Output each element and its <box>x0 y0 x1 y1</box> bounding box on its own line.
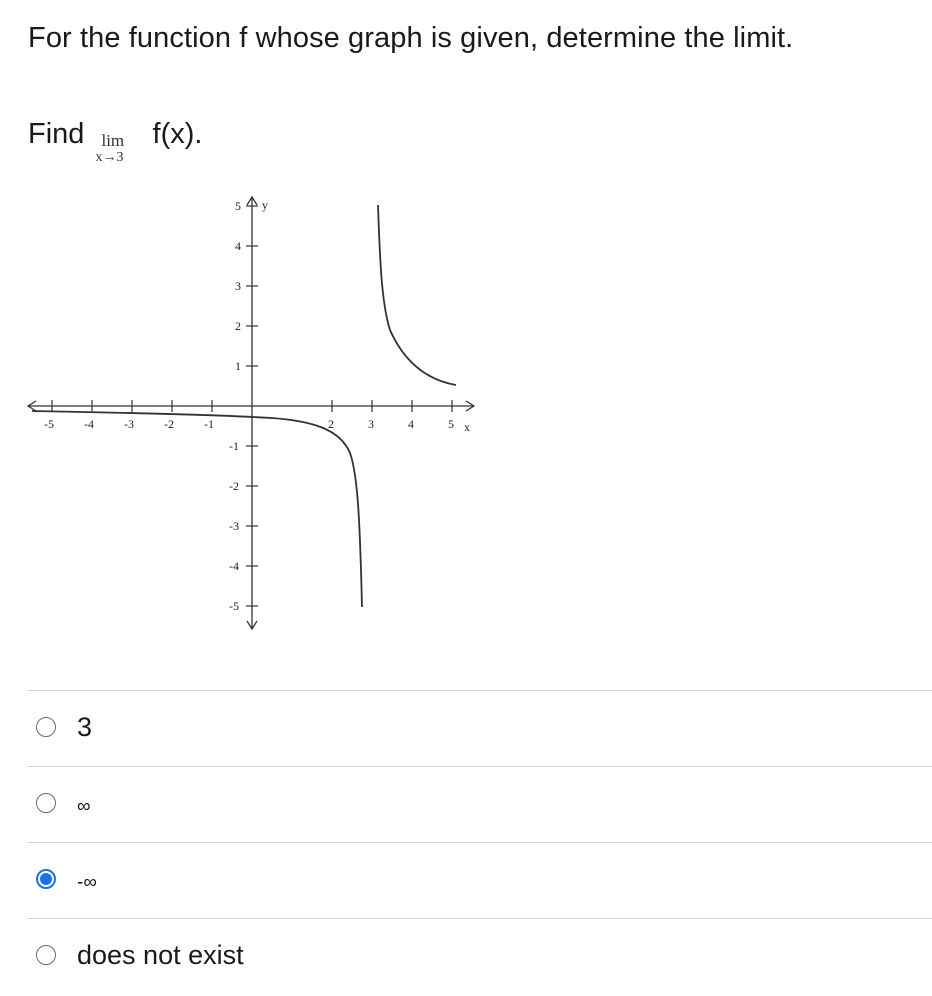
radio-button[interactable] <box>36 793 56 813</box>
answer-list <box>27 690 932 994</box>
answer-label[interactable]: does not exist <box>77 940 244 970</box>
radio-button[interactable] <box>36 945 56 965</box>
x-tick-label: 3 <box>368 417 374 431</box>
x-tick-label: 2 <box>328 417 334 431</box>
limit-expression <box>28 118 203 165</box>
y-tick-label: -2 <box>229 479 239 493</box>
y-tick-label: 3 <box>235 279 241 293</box>
function-label: f(x). <box>152 118 203 150</box>
question-prompt: For the function f whose graph is given, determine the limit. <box>28 22 794 54</box>
answer-label[interactable]: ∞ <box>77 796 91 817</box>
y-tick-label: 1 <box>235 359 241 373</box>
function-graph <box>22 195 492 635</box>
x-tick-label: -4 <box>84 417 94 431</box>
answer-option-negative-infinity[interactable] <box>27 842 932 918</box>
find-label: Find <box>28 118 85 150</box>
y-tick-label: -5 <box>229 599 239 613</box>
x-axis-label: x <box>464 420 470 434</box>
x-tick-labels <box>44 417 454 431</box>
radio-button[interactable] <box>36 717 56 737</box>
x-axis <box>28 401 474 411</box>
radio-button-selected[interactable] <box>36 869 56 889</box>
x-tick-label: -1 <box>204 417 214 431</box>
y-tick-label: -1 <box>229 439 239 453</box>
answer-option-infinity[interactable] <box>27 766 932 842</box>
y-tick-label: 2 <box>235 319 241 333</box>
y-tick-label: -4 <box>229 559 239 573</box>
x-tick-label: -2 <box>164 417 174 431</box>
y-tick-label: 5 <box>235 199 241 213</box>
answer-label[interactable]: -∞ <box>77 872 97 893</box>
y-tick-label: 4 <box>235 239 241 253</box>
lim-word: lim <box>101 131 125 150</box>
x-tick-label: 5 <box>448 417 454 431</box>
answer-option-3[interactable] <box>27 690 932 766</box>
y-axis <box>247 197 257 629</box>
left-branch-curve <box>32 411 362 607</box>
answer-label[interactable]: 3 <box>77 712 93 742</box>
limit-operator <box>92 118 144 165</box>
y-axis-label: y <box>262 198 268 212</box>
y-tick-label: -3 <box>229 519 239 533</box>
x-tick-label: -5 <box>44 417 54 431</box>
answer-option-does-not-exist[interactable] <box>27 918 932 994</box>
x-tick-label: 4 <box>408 417 414 431</box>
lim-subscript: x→3 <box>95 150 124 165</box>
x-tick-label: -3 <box>124 417 134 431</box>
right-branch-curve <box>378 205 456 385</box>
